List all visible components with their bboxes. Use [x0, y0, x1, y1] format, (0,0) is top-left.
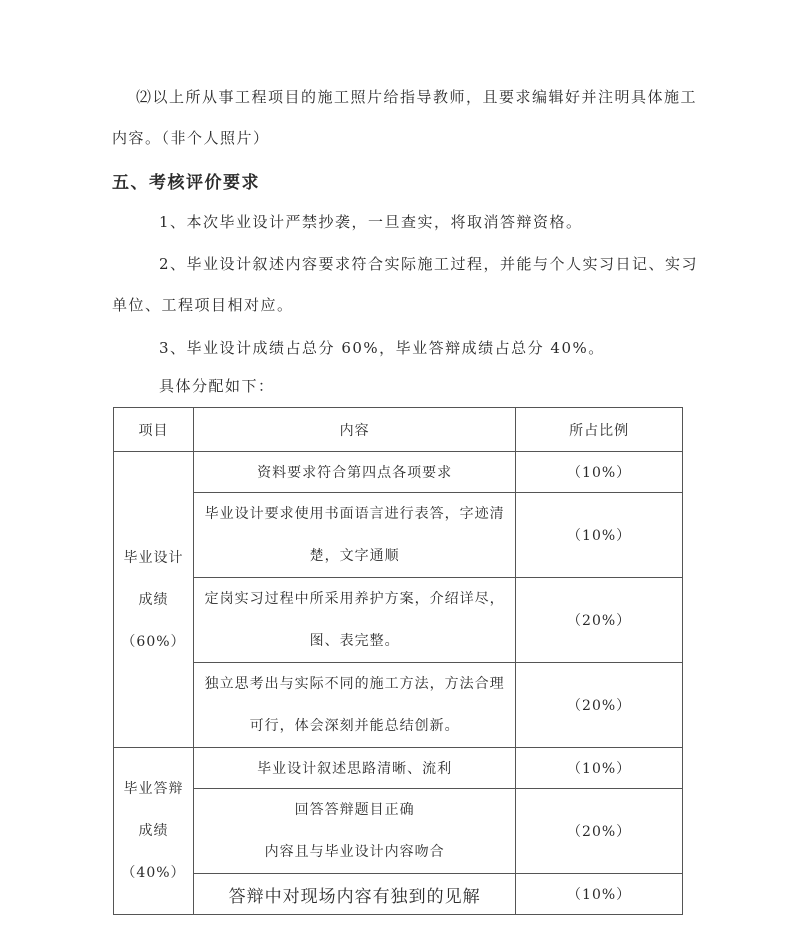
content-cell	[193, 874, 515, 915]
content-line: 楚，文字通顺	[309, 548, 400, 564]
content-cell	[193, 452, 515, 493]
ratio-cell: （10%）	[516, 748, 683, 789]
content-line: 独立思考出与实际不同的施工方法，方法合理	[204, 676, 505, 692]
group-defense-percent: （40%）	[121, 865, 186, 881]
content-cell	[193, 578, 515, 663]
group-design-name-2: 成绩	[138, 591, 169, 608]
paragraph-2-line1: ⑵以上所从事工程项目的施工照片给指导教师，且要求编辑好并注明具体施工	[136, 88, 698, 106]
content-line: 定岗实习过程中所采用养护方案，介绍详尽，	[204, 591, 505, 607]
table-row	[114, 789, 683, 874]
requirement-item-3: 3、毕业设计成绩占总分 60%，毕业答辩成绩占总分 40%。	[159, 339, 605, 357]
score-distribution-table	[113, 407, 683, 915]
table-row	[114, 452, 683, 493]
group-design-name: 毕业设计	[123, 549, 184, 566]
content-line: 图、表完整。	[309, 633, 400, 649]
table-row	[114, 874, 683, 915]
content-line: 答辩中对现场内容有独到的见解	[228, 886, 481, 907]
content-line: 回答答辩题目正确	[294, 802, 415, 818]
header-ratio: 所占比例	[516, 408, 683, 452]
distribution-intro: 具体分配如下：	[159, 377, 275, 395]
ratio-cell: （20%）	[516, 789, 683, 874]
group-defense-name-2: 成绩	[138, 823, 169, 839]
content-cell	[193, 663, 515, 748]
content-line: 内容且与毕业设计内容吻合	[264, 844, 445, 860]
content-cell	[193, 789, 515, 874]
ratio-cell: （10%）	[516, 493, 683, 578]
content-line: 资料要求符合第四点各项要求	[257, 465, 453, 481]
table-header-row	[114, 408, 683, 452]
group-design-score	[114, 452, 194, 748]
content-cell	[193, 493, 515, 578]
section-title: 五、考核评价要求	[112, 173, 260, 193]
ratio-cell: （10%）	[516, 452, 683, 493]
content-line: 可行，体会深刻并能总结创新。	[249, 718, 460, 734]
header-content: 内容	[193, 408, 515, 452]
content-cell	[193, 748, 515, 789]
ratio-cell: （10%）	[516, 874, 683, 915]
group-design-percent: （60%）	[121, 633, 186, 650]
requirement-item-2-line1: 2、毕业设计叙述内容要求符合实际施工过程，并能与个人实习日记、实习	[159, 255, 699, 273]
ratio-cell: （20%）	[516, 578, 683, 663]
table-row	[114, 578, 683, 663]
table-row	[114, 493, 683, 578]
paragraph-2-line2: 内容。（非个人照片）	[112, 129, 270, 147]
group-defense-score	[114, 748, 194, 915]
ratio-cell: （20%）	[516, 663, 683, 748]
table-row	[114, 663, 683, 748]
group-defense-name: 毕业答辩	[123, 781, 184, 797]
requirement-item-1: 1、本次毕业设计严禁抄袭，一旦查实，将取消答辩资格。	[159, 213, 583, 231]
requirement-item-2-line2: 单位、工程项目相对应。	[112, 296, 294, 314]
header-item: 项目	[114, 408, 194, 452]
content-line: 毕业设计要求使用书面语言进行表答，字迹清	[204, 506, 505, 522]
content-line: 毕业设计叙述思路清晰、流利	[257, 761, 453, 777]
table-row	[114, 748, 683, 789]
